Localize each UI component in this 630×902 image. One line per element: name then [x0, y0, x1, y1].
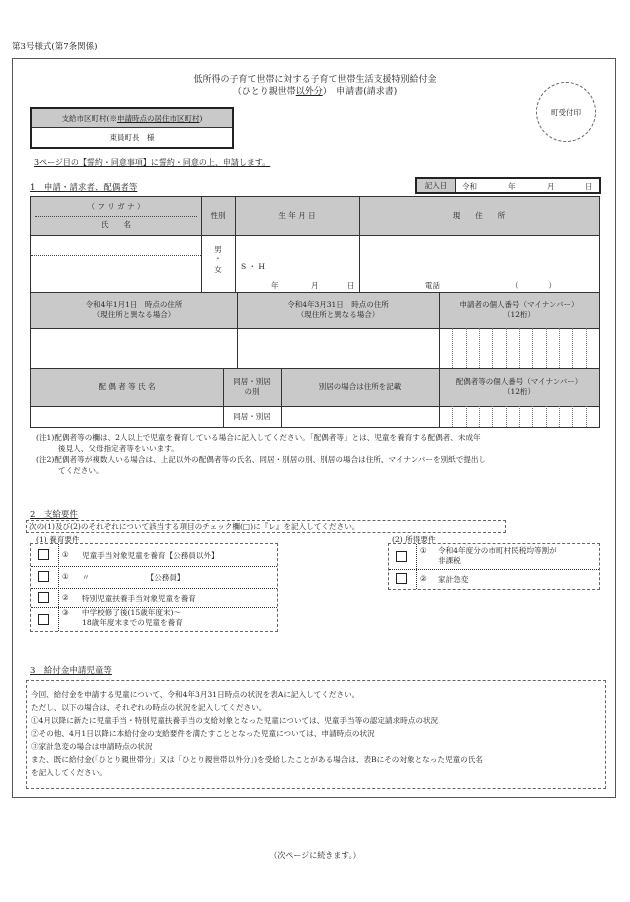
note-1a: (注1)配偶者等の欄は、2人以上で児童を養育している場合に記入してください。「配偶者等」とは、児童を養育する配偶者、未成年 [36, 433, 481, 442]
entry-date-label: 記入日 [417, 179, 456, 192]
section3-line-1: 今回、給付金を申請する児童について、令和4年3月31日時点の状況を表Aに記入してください。 [31, 690, 360, 699]
phone-paren: （ ） [511, 281, 556, 290]
req1-1-text: 児童手当対象児童を養育【公務員以外】 [82, 551, 219, 560]
req1-2-text: 〃 【公務員】 [82, 573, 185, 582]
date-month-unit: 月 [547, 182, 555, 191]
gender-header: 性別 [201, 197, 235, 235]
note-1b: 後見人、父母指定者等をいいます。 [58, 444, 179, 453]
gender-female: 女 [214, 264, 222, 274]
section3-title: 3 給付金申請児童等 [30, 666, 112, 676]
applicant-mynumber-field[interactable] [439, 328, 599, 368]
req2-1-text: 令和4年度分の市町村民税均等割が 非課税 [438, 546, 557, 565]
furigana-header: （ フ リ ガ ナ ） [87, 201, 145, 211]
birth-era: S ・ H [241, 262, 265, 271]
section3-line-2: ただし、以下の場合は、それぞれの時点の状況を記入してください。 [31, 703, 267, 712]
form-title: 低所得の子育て世帯に対する子育て世帯生活支援特別給付金 [193, 75, 437, 85]
phone-label: 電話 [425, 281, 440, 290]
stamp-label: 町受付印 [551, 107, 581, 117]
req1-title: (1) 養育要件 [36, 535, 80, 544]
section3-line-6: また、既に給付金(「ひとり親世帯分」又は「ひとり親世帯以外分」)を受給したことがある場合は、表Bにその対象となった児童の氏名 [31, 755, 483, 764]
note-2b: てください。 [58, 466, 104, 475]
spouse-name-header: 配 偶 者 等 氏 名 [31, 368, 223, 406]
applicant-mynumber-header: 申請者の個人番号（マイナンバー） （12桁） [439, 292, 599, 328]
req2-2-checkbox[interactable] [396, 573, 407, 584]
req1-2-num: ① [62, 572, 69, 581]
birthdate-header: 生 年 月 日 [235, 197, 359, 235]
req2-1-checkbox[interactable] [396, 551, 407, 562]
address-mar31-header: 令和4年3月31日 時点の住所 （現住所と異なる場合） [237, 292, 439, 328]
date-day-unit: 日 [585, 182, 593, 191]
date-year-unit: 年 [508, 182, 516, 191]
req2-1-num: ① [420, 546, 427, 555]
municipality-label: 支給市区町村(※ 申請時点の居住市区町村 ) [32, 109, 232, 128]
req2-2-num: ② [420, 574, 427, 583]
gender-male: 男 [214, 244, 222, 254]
reception-stamp-circle [536, 82, 596, 142]
section3-line-4: ②その他、4月1日以降に本給付金の支給要件を満たすこととなった児童については、申請時点の状況 [31, 729, 375, 738]
name-header-label: 氏 名 [101, 219, 131, 229]
note-2a: (注2)配偶者等が複数人いる場合は、上記以外の配偶者等の氏名、同居・別居の別、別居の場合は住所、マイナンバーを別紙で提出し [36, 455, 487, 464]
birth-year-unit: 年 [271, 281, 279, 290]
spouse-mynumber-field[interactable] [439, 406, 599, 427]
gender-dot: ・ [214, 253, 222, 263]
section3-line-7: を記入してください。 [31, 768, 107, 777]
municipality-name: 東員町長 様 [109, 133, 155, 142]
birth-month-unit: 月 [311, 281, 319, 290]
address-header: 現 住 所 [359, 197, 599, 235]
separate-address-header: 別居の場合は住所を記載 [281, 368, 439, 406]
req1-3-num: ② [62, 593, 69, 602]
req1-1-num: ① [62, 550, 69, 559]
req1-4-num: ③ [62, 608, 69, 617]
section3-line-3: ①4月以降に新たに児童手当・特別児童扶養手当の支給対象となった児童については、児童手当等の認定請求時点の状況 [31, 716, 439, 725]
section1-title: 1 申請・請求者、配偶者等 [30, 183, 138, 193]
section3-text [31, 688, 483, 779]
applicant-table [30, 196, 600, 428]
continued-note: （次ページに続きます。） [269, 851, 361, 860]
req1-1-checkbox[interactable] [38, 549, 49, 560]
cohabitation-header: 同居・別居 の別 [223, 368, 281, 406]
notes [36, 432, 604, 476]
section3-line-5: ③家計急変の場合は申請時点の状況 [31, 742, 153, 751]
cohabitation-value: 同居・別居 [233, 411, 271, 421]
req1-3-checkbox[interactable] [38, 592, 49, 603]
req2-2-text: 家計急変 [438, 575, 469, 584]
req1-3-text: 特別児童扶養手当対象児童を養育 [82, 594, 196, 603]
req1-4-checkbox[interactable] [38, 614, 49, 625]
req1-4-text: 中学校修了後(15歳年度末)～ 18歳年度末までの児童を養育 [82, 608, 183, 627]
req1-2-checkbox[interactable] [38, 571, 49, 582]
date-era: 令和 [462, 182, 477, 191]
address-jan1-header: 令和4年1月1日 時点の住所 （現住所と異なる場合） [31, 292, 237, 328]
instruction-text: 次の(1)及び(2)のそれぞれについて該当する項目のチェック欄(□)に『レ』を記入してください。 [29, 522, 360, 531]
form-subtitle: （ひとり親世帯以外分） 申請書(請求書) [232, 87, 398, 97]
pledge-text: 3ページ目の【誓約・同意事項】に誓約・同意の上、申請します。 [34, 158, 271, 167]
form-number: 第3号様式(第7条関係) [12, 42, 98, 52]
req2-title: (2) 所得要件 [392, 535, 436, 544]
section2-title: 2 支給要件 [30, 510, 78, 520]
birth-day-unit: 日 [347, 281, 355, 290]
spouse-mynumber-header: 配偶者等の個人番号（マイナンバー） （12桁） [439, 368, 599, 406]
